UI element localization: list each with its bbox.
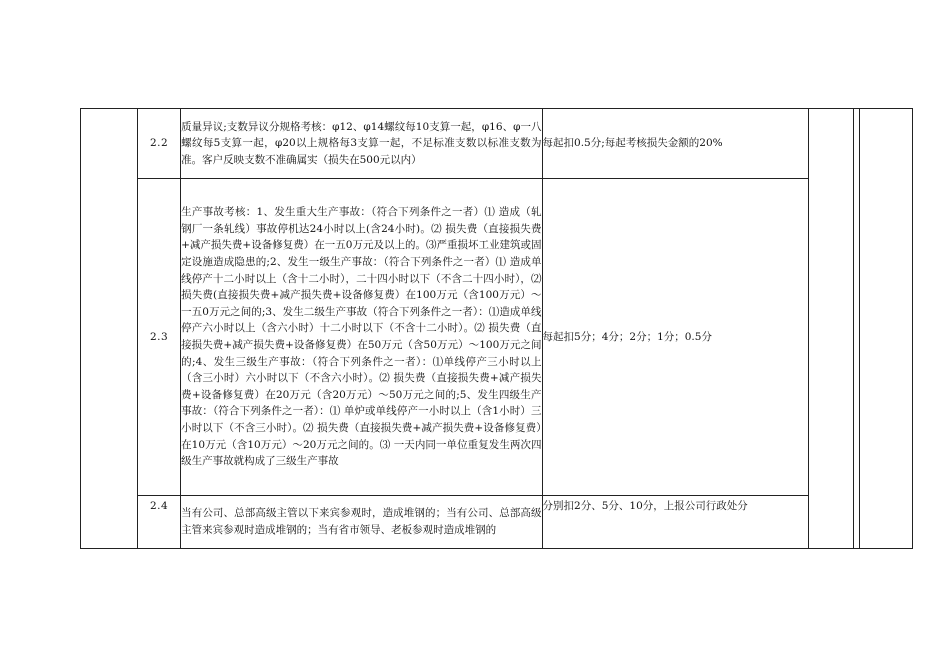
deduction-rule: 分别扣2分、5分、10分，上报公司行政处分 (542, 496, 808, 549)
deduction-rule: 每起扣0.5分;每起考核损失金额的20% (542, 109, 808, 179)
item-number: 2.2 (138, 109, 181, 179)
deduction-rule: 每起扣5分；4分；2分；1分；0.5分 (542, 179, 808, 496)
assessment-table (80, 108, 913, 549)
item-number: 2.4 (138, 496, 181, 549)
table-row (81, 109, 913, 179)
table-row (81, 496, 913, 549)
item-content: 生产事故考核：1、发生重大生产事故：（符合下列条件之一者）⑴ 造成（轧钢厂一条轧线）事故停机达24小时以上(含24小时)。⑵ 损失费（直接损失费+减产损失费+设备修复费）在一五0万元及以上的。⑶严重损坏工业建筑或固定设施造成隐患的;2、发生一级生产事故：（符合下列条件之一者）⑴ 造成单线停产十二小时以上（含十二小时），二十四小时以下（不含二十四小时），⑵ 损失费(直接损失费+减产损失费+设备修复费）在100万元（含100万元）～一五0万元之间的;3、发生二级生产事故（符合下列条件之一者）：⑴造成单线停产六小时以上（含六小时）十二小时以下（不含十二小时）。⑵ 损失费（直接损失费+减产损失费+设备修复费）在50万元（含50万元）～100万元之间的;4、发生三级生产事故：（符合下列条件之一者）：⑴单线停产三小时以上（含三小时）六小时以下（不含六小时）。⑵ 损失费（直接损失费+减产损失费+设备修复费）在20万元（含20万元）～50万元之间的;5、发生四级生产事故：（符合下列条件之一者）：⑴ 单炉或单线停产一小时以上（含1小时）三小时以下（不含三小时）。⑵ 损失费（直接损失费+减产损失费+设备修复费）在10万元（含10万元）～20万元之间的。⑶ 一天内同一单位重复发生两次四级生产事故就构成了三级生产事故 (181, 179, 542, 496)
remark-cell (859, 109, 912, 549)
table-row (81, 179, 913, 496)
score-cell (808, 109, 853, 549)
item-number: 2.3 (138, 179, 181, 496)
item-content: 质量异议;支数异议分规格考核：φ12、φ14螺纹每10支算一起，φ16、φ一八螺纹每5支算一起，φ20以上规格每3支算一起，不足标准支数以标准支数为准。客户反映支数不准确属实（损失在500元以内） (181, 109, 542, 179)
category-cell (81, 109, 138, 549)
item-content: 当有公司、总部高级主管以下来宾参观时，造成堆钢的；当有公司、总部高级主管来宾参观时造成堆钢的；当有省市领导、老板参观时造成堆钢的 (181, 496, 542, 549)
